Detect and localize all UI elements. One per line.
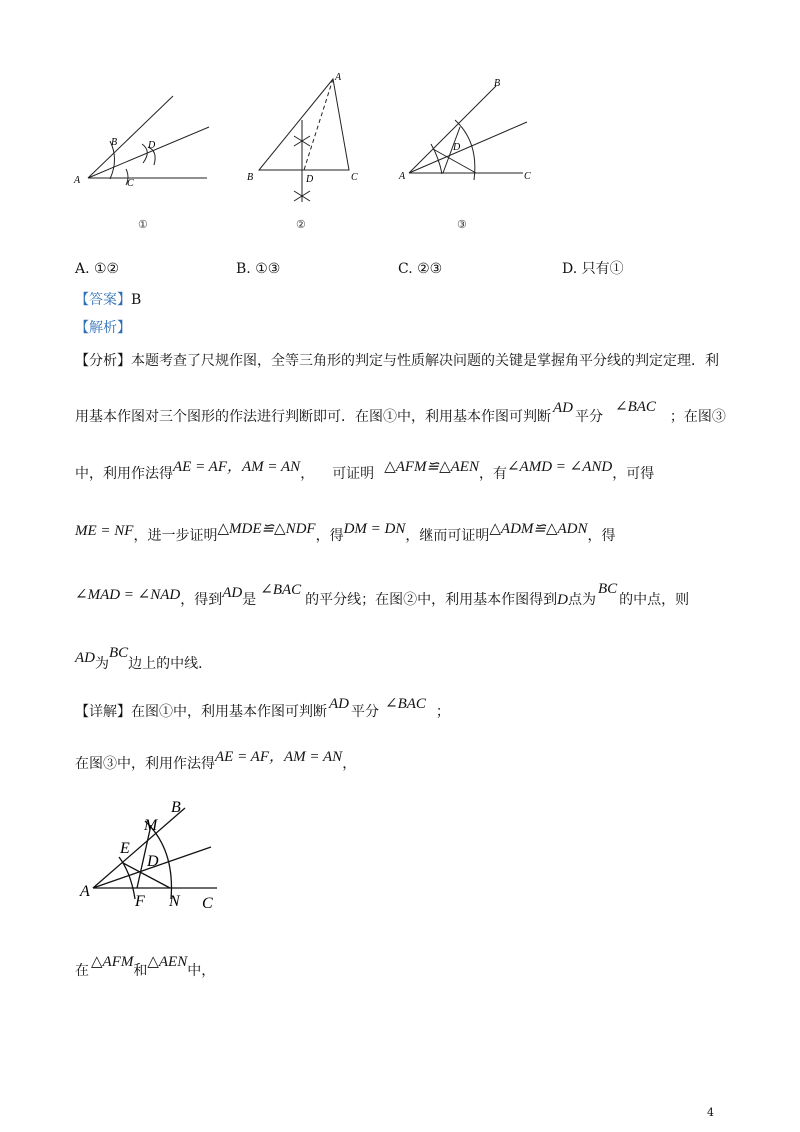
fig4-label-m: M [144, 817, 158, 834]
fig1-label-b: B [111, 137, 118, 148]
fig3-label-b: B [494, 78, 501, 89]
detail-line-2: 在图③中，利用作法得AE = AF，AM = AN， [75, 749, 357, 772]
figure-4 [75, 795, 245, 920]
fig3-label-a: A [399, 171, 406, 182]
math-angle-bac-3: ∠BAC [385, 696, 426, 712]
math-ad: AD [553, 400, 573, 416]
math-ad-3: AD [75, 650, 95, 666]
fig4-label-d: D [147, 853, 159, 870]
math-me-nf: ME = NF [75, 523, 134, 539]
math-afm-aen: △AFM≌△AEN [384, 459, 479, 475]
last-line: 在△AFM和△AEN中， [75, 954, 216, 979]
math-bc: BC [598, 581, 618, 597]
math-adm-adn: △ADM≌△ADN [489, 521, 588, 537]
fig2-label-c: C [351, 172, 358, 183]
option-c[interactable]: C. ②③ [398, 261, 443, 277]
fig4-label-a: A [80, 883, 90, 900]
fig2-caption: ② [296, 218, 306, 231]
math-ad-4: AD [329, 696, 349, 712]
fig2-label-d: D [306, 174, 314, 185]
fig2-label-a: A [335, 72, 342, 83]
math-afm: △AFM [91, 954, 134, 970]
figure-2 [240, 70, 370, 220]
fig1-label-c: C [127, 178, 134, 189]
fig3-caption: ③ [457, 218, 467, 231]
fig4-label-b: B [171, 799, 181, 816]
fig4-label-c: C [202, 895, 213, 912]
fig3-label-c: C [524, 171, 531, 182]
page-number: 4 [707, 1106, 714, 1119]
answer-row [75, 291, 141, 309]
math-aen: △AEN [147, 954, 188, 970]
fig1-caption: ① [138, 218, 148, 231]
math-dm-dn: DM = DN [343, 521, 406, 537]
option-b[interactable]: B. ①③ [236, 261, 281, 277]
fig3-label-d: D [453, 142, 461, 153]
math-bc-2: BC [109, 645, 129, 661]
math-angle-bac: ∠BAC [615, 399, 656, 415]
math-ae-af: AE = AF，AM = AN [173, 459, 301, 475]
fig1-label-d: D [148, 140, 156, 151]
analysis-line-4: ME = NF，进一步证明△MDE≌△NDF，得DM = DN，继而可证明△ADM≌△ADN，得 [75, 521, 616, 544]
analysis-line-3: 中，利用作法得AE = AF，AM = AN， 可证明 △AFM≌△AEN，有∠AMD = ∠AND，可得 [75, 459, 655, 482]
fig4-label-n: N [169, 893, 180, 910]
fig4-label-e: E [120, 840, 130, 857]
answer-tag: 【答案】 [75, 292, 131, 308]
analysis-line-2: 用基本作图对三个图形的作法进行判断即可．在图①中，利用基本作图可判断AD平分∠BAC；在图③ [75, 399, 726, 425]
figure-3 [395, 72, 545, 222]
answer-value: B [131, 292, 142, 308]
math-angle-bac-2: ∠BAC [260, 582, 302, 598]
option-a[interactable]: A. ①② [75, 261, 120, 277]
analysis-line-5: ∠MAD = ∠NAD，得到AD是∠BAC的平分线；在图②中，利用基本作图得到D点为BC的中点，则 [75, 581, 690, 608]
math-mde-ndf: △MDE≌△NDF [217, 521, 316, 537]
math-ad-2: AD [222, 585, 243, 601]
fig1-label-a: A [74, 175, 81, 186]
math-ae-af-2: AE = AF，AM = AN [215, 749, 343, 765]
math-amd-and: ∠AMD = ∠AND [506, 459, 613, 475]
math-mad-nad: ∠MAD = ∠NAD [75, 587, 181, 603]
fig4-label-f: F [135, 893, 145, 910]
analysis-tag: 【解析】 [75, 320, 131, 336]
analysis-line-6: AD为BC边上的中线． [75, 645, 213, 672]
fig2-label-b: B [247, 172, 254, 183]
figure-1 [70, 85, 220, 235]
analysis-line-1: 【分析】本题考查了尺规作图，全等三角形的判定与性质解决问题的关键是掌握角平分线的判定定理．利 [75, 353, 719, 369]
option-d[interactable]: D. 只有① [562, 261, 624, 277]
detail-line-1: 【详解】在图①中，利用基本作图可判断 AD 平分 ∠BAC ； [75, 696, 450, 720]
